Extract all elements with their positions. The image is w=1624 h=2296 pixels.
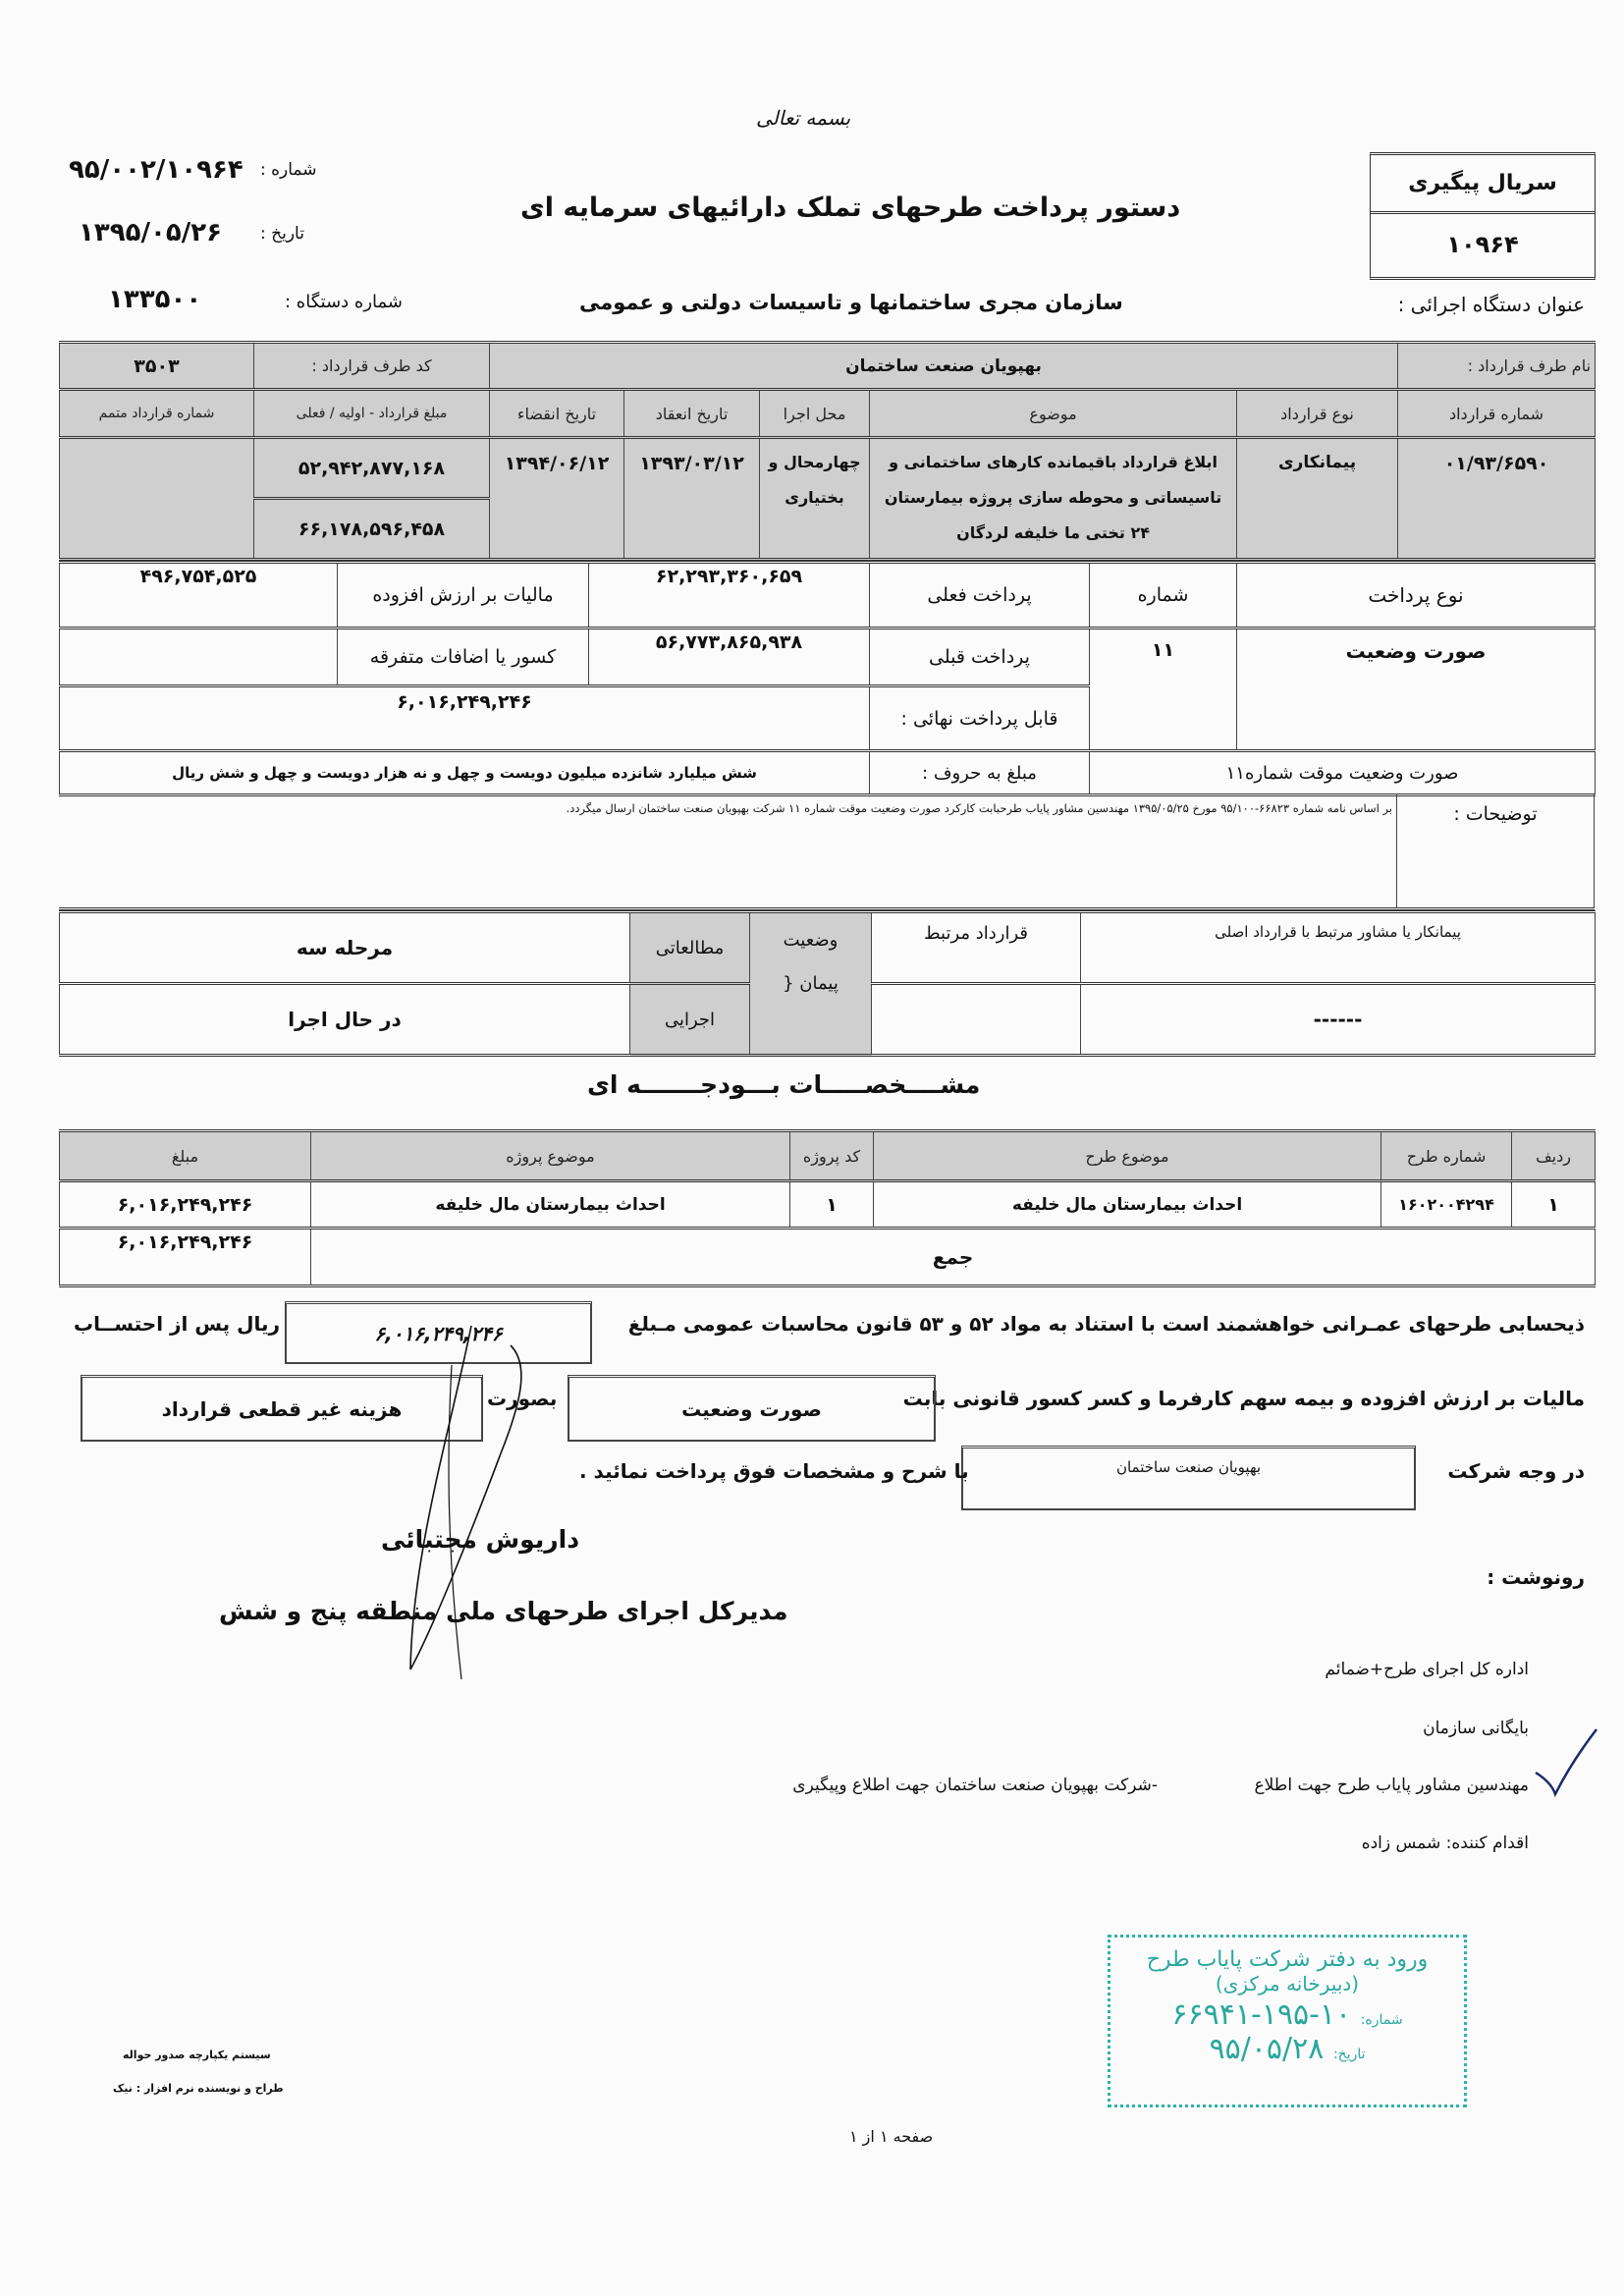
contract-status-label — [750, 912, 872, 1056]
budget-title: مشــــخصـــــات بـــودجـــــــه ای — [587, 1070, 981, 1099]
stamp-date-label: تاریخ: — [1332, 2047, 1366, 2062]
date-label: تاریخ : — [260, 224, 304, 244]
instruction-line3-end: با شرح و مشخصات فوق پرداخت نمائید . — [579, 1459, 969, 1483]
budget-table — [59, 1129, 1596, 1287]
related-contractor: ------ — [1081, 984, 1596, 1056]
col-project-subject: موضوع پروژه — [311, 1131, 790, 1181]
related-contract-label: قرارداد مرتبط — [872, 912, 1081, 984]
status-table — [59, 910, 1596, 1057]
cc-actor: اقدام کننده: شمس زاده — [1361, 1833, 1529, 1853]
col-contract-number: شماره قرارداد — [1398, 390, 1596, 438]
previous-payment-label: پرداخت قبلی — [870, 629, 1090, 686]
cc-item: اداره کل اجرای طرح+ضمائم — [1325, 1660, 1529, 1679]
table-row — [60, 1181, 1596, 1229]
contract-type: پیمانکاری — [1237, 438, 1398, 560]
party-label: نام طرف قرارداد : — [1398, 343, 1596, 390]
page-number: صفحه ۱ از ۱ — [849, 2127, 934, 2146]
col-location: محل اجرا — [760, 390, 870, 438]
payment-description: صورت وضعیت موقت شماره۱۱ — [1090, 751, 1596, 795]
number-label: شماره : — [260, 160, 317, 180]
serial-box — [1370, 152, 1596, 280]
contract-location: چهارمحال و بختیاری — [760, 438, 870, 560]
notes-label: توضیحات : — [1397, 793, 1595, 908]
plan-subject: احداث بیمارستان مال خلیفه — [874, 1181, 1381, 1229]
serial-value: ۱۰۹۶۴ — [1446, 231, 1519, 258]
total-amount: ۶,۰۱۶,۲۴۹,۲۴۶ — [60, 1229, 311, 1286]
stamp-subtitle: (دبیرخانه مرکزی) — [1215, 1972, 1360, 1995]
bismillah: بسمه تعالی — [756, 106, 851, 130]
notes-table — [59, 793, 1595, 910]
contract-number: ۰۱/۹۳/۶۵۹۰ — [1398, 438, 1596, 560]
col-budget-amount: مبلغ — [60, 1131, 311, 1181]
status-label: وضعیت — [783, 930, 839, 951]
checkmark-icon — [1532, 1723, 1600, 1802]
serial-label: سریال پیگیری — [1371, 155, 1595, 214]
instruction-amount: ۶,۰۱۶,۲۴۹,۲۴۶ — [285, 1301, 592, 1364]
executive-name: سازمان مجری ساختمانها و تاسیسات دولتی و عمومی — [579, 291, 1123, 314]
as-label: بصورت — [487, 1387, 558, 1410]
device-no-label: شماره دستگاه : — [285, 292, 403, 312]
party-code-label: کد طرف قرارداد : — [254, 343, 490, 390]
letter-number: ۹۵/۰۰۲/۱۰۹۶۴ — [69, 155, 244, 185]
previous-payment: ۵۶,۷۷۳,۸۶۵,۹۳۸ — [589, 629, 870, 686]
party-name: بهپویان صنعت ساختمان — [490, 343, 1398, 390]
related-contract — [872, 984, 1081, 1056]
payee-company: بهپویان صنعت ساختمان — [961, 1446, 1416, 1510]
project-subject: احداث بیمارستان مال خلیفه — [311, 1181, 790, 1229]
cc-item: -شرکت بهپویان صنعت ساختمان جهت اطلاع وپیگیری — [792, 1776, 1158, 1795]
col-contract-type: نوع قرارداد — [1237, 390, 1398, 438]
final-payable-label: قابل پرداخت نهائی : — [870, 686, 1090, 751]
budget-amount: ۶,۰۱۶,۲۴۹,۲۴۶ — [60, 1181, 311, 1229]
payment-type-label: نوع پرداخت — [1237, 563, 1596, 629]
vat-amount: ۴۹۶,۷۵۴,۵۲۵ — [60, 563, 338, 629]
receipt-stamp — [1108, 1935, 1467, 2107]
page-title: دستور پرداخت طرحهای تملک دارائیهای سرمایه ای — [520, 192, 1181, 223]
contract-end: ۱۳۹۴/۰۶/۱۲ — [490, 438, 624, 560]
study-label: مطالعاتی — [630, 912, 750, 984]
notes-text: بر اساس نامه شماره ۶۶۸۲۳-۹۵/۱۰۰ مورخ ۱۳۹۵/۰۵/۲۵ مهندسین مشاور پایاب طرحبابت کارکرد صورت وضعیت موقت شماره ۱۱ شرکت بهپویان صنعت ساختمان ارسال میگردد. — [59, 793, 1397, 908]
footer-author: طراح و نویسنده نرم افزار : نیک — [113, 2082, 284, 2095]
col-plan-subject: موضوع طرح — [874, 1131, 1381, 1181]
payment-number-label: شماره — [1090, 563, 1237, 629]
stamp-number: ۱۰-۱۹۵-۶۶۹۴۱ — [1171, 1997, 1352, 2032]
final-payable: ۶,۰۱۶,۲۴۹,۲۴۶ — [60, 686, 870, 751]
contract-subject: ابلاغ قرارداد باقیمانده کارهای ساختمانی و تاسیساتی و محوطه سازی پروژه بیمارستان ۲۴ تختی ما خلیفه لردگان — [870, 438, 1237, 560]
amount-words-label: مبلغ به حروف : — [870, 751, 1090, 795]
col-subject: موضوع — [870, 390, 1237, 438]
contract-start: ۱۳۹۳/۰۳/۱۲ — [624, 438, 760, 560]
stamp-date: ۹۵/۰۵/۲۸ — [1209, 2032, 1325, 2066]
amount-words: شش میلیارد شانزده میلیون دویست و چهل و نه هزار دویست و چهل و شش ریال — [60, 751, 870, 795]
col-amount: مبلغ قرارداد - اولیه / فعلی — [254, 390, 490, 438]
payment-table — [59, 561, 1596, 796]
row-number: ۱ — [1512, 1181, 1596, 1229]
cc-label: رونوشت : — [1487, 1565, 1585, 1589]
stamp-number-label: شماره: — [1360, 2012, 1403, 2028]
col-supplement: شماره قرارداد متمم — [60, 390, 254, 438]
device-no: ۱۳۳۵۰۰ — [108, 285, 202, 314]
vat-label: مالیات بر ارزش افزوده — [338, 563, 589, 629]
signature-scribble — [393, 1306, 550, 1679]
amount-current: ۶۶,۱۷۸,۵۹۶,۴۵۸ — [254, 499, 490, 560]
plan-number: ۱۶۰۲۰۰۴۲۹۴ — [1381, 1181, 1512, 1229]
project-code: ۱ — [790, 1181, 874, 1229]
current-payment: ۶۲,۲۹۳,۳۶۰,۶۵۹ — [589, 563, 870, 629]
col-start-date: تاریخ انعقاد — [624, 390, 760, 438]
col-project-code: کد پروژه — [790, 1131, 874, 1181]
col-plan-number: شماره طرح — [1381, 1131, 1512, 1181]
deductions-amount — [60, 629, 338, 686]
cost-type: هزینه غیر قطعی قرارداد — [81, 1375, 483, 1442]
signatory-name: داریوش مجتبائی — [381, 1525, 580, 1554]
exec-status: در حال اجرا — [60, 984, 630, 1056]
study-phase: مرحله سه — [60, 912, 630, 984]
total-label: جمع — [311, 1229, 1596, 1286]
contract-brace-label: پیمان { — [783, 973, 839, 994]
payment-basis: صورت وضعیت — [568, 1375, 936, 1442]
col-row: ردیف — [1512, 1131, 1596, 1181]
contract-table — [59, 341, 1596, 561]
current-payment-label: پرداخت فعلی — [870, 563, 1090, 629]
payment-type: صورت وضعیت — [1237, 629, 1596, 751]
instruction-line1: ذیحسابی طرحهای عمـرانی خواهشمند است با استناد به مواد ۵۲ و ۵۳ قانون محاسبات عمومی مـبلغ — [627, 1312, 1585, 1336]
exec-label: اجرایی — [630, 984, 750, 1056]
deductions-label: کسور یا اضافات متفرقه — [338, 629, 589, 686]
amount-initial: ۵۲,۹۴۲,۸۷۷,۱۶۸ — [254, 438, 490, 499]
stamp-title: ورود به دفتر شرکت پایاب طرح — [1146, 1947, 1429, 1972]
instruction-line2: مالیات بر ارزش افزوده و بیمه سهم کارفرما و کسر کسور قانونی بابت — [902, 1387, 1585, 1410]
party-code: ۳۵۰۳ — [60, 343, 254, 390]
letter-date: ۱۳۹۵/۰۵/۲۶ — [79, 218, 222, 247]
signatory-title: مدیرکل اجرای طرحهای ملی منطقه پنج و شش — [219, 1597, 788, 1625]
cc-item: مهندسین مشاور پایاب طرح جهت اطلاع — [1254, 1776, 1529, 1795]
executive-label: عنوان دستگاه اجرائی : — [1397, 293, 1585, 316]
supplement-number — [60, 438, 254, 560]
instruction-line3-start: در وجه شرکت — [1447, 1459, 1585, 1483]
footer-system: سیستم یکپارچه صدور حواله — [123, 2049, 271, 2061]
cc-item: بایگانی سازمان — [1423, 1719, 1529, 1738]
payment-number: ۱۱ — [1090, 629, 1237, 751]
instruction-line1-end: ریال پس از احتســاب — [74, 1312, 280, 1336]
related-contractor-label: پیمانکار یا مشاور مرتبط با قرارداد اصلی — [1081, 912, 1596, 984]
col-end-date: تاریخ انقضاء — [490, 390, 624, 438]
